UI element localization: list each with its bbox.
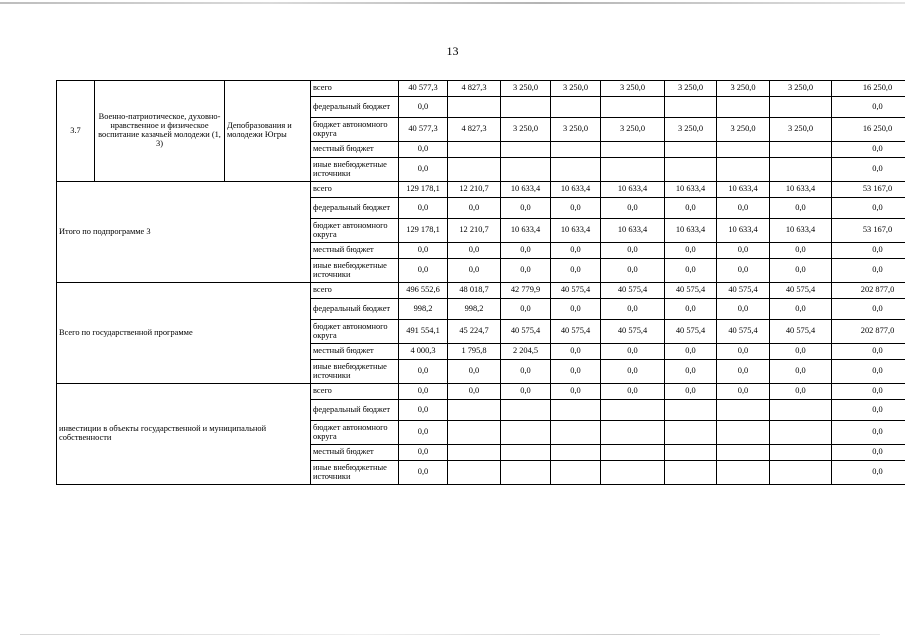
value-cell: 0,0: [601, 384, 665, 400]
value-cell: 0,0: [601, 299, 665, 320]
funding-source-cell: бюджет автономного округа: [311, 320, 399, 344]
value-cell: [770, 97, 832, 118]
value-cell: 42 779,9: [501, 283, 551, 299]
value-cell: 3 250,0: [770, 118, 832, 142]
value-cell: 0,0: [601, 360, 665, 384]
value-cell: 10 633,4: [770, 219, 832, 243]
value-cell: 0,0: [551, 384, 601, 400]
group-title: Всего по государственной программе: [57, 283, 311, 384]
value-cell: [770, 400, 832, 421]
value-cell: 40 575,4: [665, 283, 717, 299]
value-cell: 10 633,4: [551, 219, 601, 243]
value-cell: [551, 445, 601, 461]
value-cell: [665, 461, 717, 485]
value-cell: 0,0: [717, 259, 770, 283]
value-cell: [551, 400, 601, 421]
value-cell: 0,0: [501, 243, 551, 259]
value-cell: 40 575,4: [717, 283, 770, 299]
value-cell: 0,0: [665, 198, 717, 219]
table-row: [57, 81, 905, 97]
value-cell: [665, 421, 717, 445]
value-cell: 0,0: [770, 198, 832, 219]
value-cell: 0,0: [770, 259, 832, 283]
value-cell: [770, 421, 832, 445]
value-cell: 48 018,7: [448, 283, 501, 299]
value-cell: 0,0: [551, 243, 601, 259]
value-cell: 0,0: [448, 198, 501, 219]
value-cell: 0,0: [399, 384, 448, 400]
scan-edge-bottom: [20, 634, 880, 635]
page-number: 13: [446, 44, 459, 58]
value-cell: 1 795,8: [448, 344, 501, 360]
value-cell: 0,0: [399, 445, 448, 461]
value-cell: 10 633,4: [770, 182, 832, 198]
value-cell: 3 250,0: [770, 81, 832, 97]
value-cell: [501, 445, 551, 461]
table-row: [57, 384, 905, 400]
value-cell: 53 167,0: [832, 182, 905, 198]
value-cell: 0,0: [665, 344, 717, 360]
value-cell: 40 575,4: [551, 283, 601, 299]
value-cell: 0,0: [551, 344, 601, 360]
value-cell: [665, 158, 717, 182]
value-cell: [501, 400, 551, 421]
value-cell: 0,0: [399, 97, 448, 118]
value-cell: 0,0: [665, 384, 717, 400]
value-cell: 3 250,0: [551, 118, 601, 142]
value-cell: 0,0: [665, 360, 717, 384]
funding-source-cell: всего: [311, 81, 399, 97]
value-cell: [601, 97, 665, 118]
funding-source-cell: федеральный бюджет: [311, 198, 399, 219]
value-cell: 0,0: [832, 421, 905, 445]
value-cell: 0,0: [832, 158, 905, 182]
value-cell: 10 633,4: [601, 182, 665, 198]
value-cell: 0,0: [832, 400, 905, 421]
value-cell: 0,0: [832, 198, 905, 219]
value-cell: 0,0: [501, 360, 551, 384]
value-cell: [448, 445, 501, 461]
value-cell: 3 250,0: [601, 81, 665, 97]
value-cell: [448, 421, 501, 445]
section-number: 3.7: [57, 81, 95, 182]
value-cell: [501, 421, 551, 445]
value-cell: 0,0: [501, 198, 551, 219]
value-cell: 0,0: [551, 360, 601, 384]
value-cell: 3 250,0: [601, 118, 665, 142]
value-cell: 0,0: [717, 198, 770, 219]
value-cell: 0,0: [448, 243, 501, 259]
value-cell: 129 178,1: [399, 182, 448, 198]
value-cell: 0,0: [551, 259, 601, 283]
budget-table: [56, 80, 905, 485]
value-cell: [717, 421, 770, 445]
value-cell: 0,0: [399, 198, 448, 219]
value-cell: 40 575,4: [665, 320, 717, 344]
value-cell: [551, 158, 601, 182]
value-cell: 0,0: [551, 198, 601, 219]
funding-source-cell: всего: [311, 283, 399, 299]
value-cell: 0,0: [717, 243, 770, 259]
value-cell: 16 250,0: [832, 81, 905, 97]
value-cell: 0,0: [832, 445, 905, 461]
value-cell: 16 250,0: [832, 118, 905, 142]
scan-edge-top: [0, 2, 905, 4]
value-cell: [448, 400, 501, 421]
value-cell: 0,0: [665, 259, 717, 283]
funding-source-cell: федеральный бюджет: [311, 97, 399, 118]
value-cell: [601, 400, 665, 421]
value-cell: [448, 158, 501, 182]
value-cell: 0,0: [717, 299, 770, 320]
value-cell: 0,0: [399, 259, 448, 283]
value-cell: 40 575,4: [770, 320, 832, 344]
group-title: Итого по подпрограмме 3: [57, 182, 311, 283]
value-cell: 0,0: [717, 344, 770, 360]
value-cell: 10 633,4: [501, 182, 551, 198]
value-cell: 0,0: [832, 344, 905, 360]
value-cell: 0,0: [448, 360, 501, 384]
funding-source-cell: бюджет автономного округа: [311, 421, 399, 445]
value-cell: 0,0: [601, 344, 665, 360]
value-cell: [501, 461, 551, 485]
value-cell: [501, 158, 551, 182]
value-cell: 40 575,4: [551, 320, 601, 344]
funding-source-cell: федеральный бюджет: [311, 299, 399, 320]
value-cell: [717, 445, 770, 461]
value-cell: 0,0: [399, 142, 448, 158]
budget-table-body: [57, 81, 905, 485]
value-cell: [601, 445, 665, 461]
value-cell: 2 204,5: [501, 344, 551, 360]
value-cell: 202 877,0: [832, 320, 905, 344]
value-cell: 3 250,0: [501, 81, 551, 97]
value-cell: 491 554,1: [399, 320, 448, 344]
value-cell: 0,0: [399, 461, 448, 485]
value-cell: 3 250,0: [717, 118, 770, 142]
value-cell: [665, 97, 717, 118]
funding-source-cell: местный бюджет: [311, 344, 399, 360]
value-cell: 0,0: [601, 259, 665, 283]
value-cell: 4 827,3: [448, 118, 501, 142]
value-cell: 998,2: [448, 299, 501, 320]
funding-source-cell: всего: [311, 182, 399, 198]
value-cell: 10 633,4: [665, 182, 717, 198]
value-cell: 0,0: [601, 198, 665, 219]
value-cell: 0,0: [770, 384, 832, 400]
value-cell: [717, 142, 770, 158]
value-cell: 40 577,3: [399, 81, 448, 97]
value-cell: 10 633,4: [717, 219, 770, 243]
value-cell: [770, 445, 832, 461]
funding-source-cell: иные внебюджетные источники: [311, 259, 399, 283]
value-cell: 496 552,6: [399, 283, 448, 299]
value-cell: 40 575,4: [601, 320, 665, 344]
funding-source-cell: бюджет автономного округа: [311, 219, 399, 243]
value-cell: [665, 400, 717, 421]
funding-source-cell: местный бюджет: [311, 445, 399, 461]
value-cell: 40 575,4: [717, 320, 770, 344]
value-cell: [770, 142, 832, 158]
value-cell: 0,0: [832, 384, 905, 400]
value-cell: 0,0: [770, 243, 832, 259]
value-cell: 3 250,0: [501, 118, 551, 142]
value-cell: 40 577,3: [399, 118, 448, 142]
value-cell: [448, 461, 501, 485]
value-cell: [665, 445, 717, 461]
value-cell: [717, 461, 770, 485]
funding-source-cell: бюджет автономного округа: [311, 118, 399, 142]
value-cell: [770, 158, 832, 182]
funding-source-cell: иные внебюджетные источники: [311, 158, 399, 182]
value-cell: [601, 461, 665, 485]
value-cell: 10 633,4: [665, 219, 717, 243]
value-cell: [448, 97, 501, 118]
value-cell: 0,0: [832, 259, 905, 283]
value-cell: 40 575,4: [601, 283, 665, 299]
value-cell: [448, 142, 501, 158]
table-row: [57, 182, 905, 198]
section-executor: Депобразования и молодежи Югры: [225, 81, 311, 182]
value-cell: [601, 158, 665, 182]
value-cell: 10 633,4: [501, 219, 551, 243]
value-cell: 0,0: [448, 259, 501, 283]
section-name: Военно-патриотическое, духовно-нравственное и физическое воспитание казачьей молодежи (1, 3): [95, 81, 225, 182]
value-cell: 0,0: [399, 243, 448, 259]
value-cell: 0,0: [399, 421, 448, 445]
value-cell: [551, 142, 601, 158]
funding-source-cell: местный бюджет: [311, 142, 399, 158]
value-cell: [601, 421, 665, 445]
funding-source-cell: федеральный бюджет: [311, 400, 399, 421]
value-cell: 0,0: [501, 299, 551, 320]
value-cell: 40 575,4: [501, 320, 551, 344]
value-cell: [717, 400, 770, 421]
value-cell: [551, 461, 601, 485]
funding-source-cell: всего: [311, 384, 399, 400]
value-cell: 0,0: [832, 97, 905, 118]
value-cell: 0,0: [717, 360, 770, 384]
value-cell: 0,0: [770, 344, 832, 360]
value-cell: [717, 158, 770, 182]
value-cell: 0,0: [551, 299, 601, 320]
value-cell: 3 250,0: [717, 81, 770, 97]
value-cell: 0,0: [501, 384, 551, 400]
value-cell: 45 224,7: [448, 320, 501, 344]
value-cell: [551, 421, 601, 445]
value-cell: 0,0: [448, 384, 501, 400]
value-cell: 0,0: [770, 360, 832, 384]
value-cell: [770, 461, 832, 485]
group-title: инвестиции в объекты государственной и муниципальной собственности: [57, 384, 311, 485]
value-cell: 0,0: [770, 299, 832, 320]
value-cell: 3 250,0: [551, 81, 601, 97]
value-cell: 10 633,4: [551, 182, 601, 198]
value-cell: 0,0: [501, 259, 551, 283]
value-cell: [551, 97, 601, 118]
value-cell: 0,0: [832, 142, 905, 158]
value-cell: 0,0: [399, 360, 448, 384]
value-cell: 0,0: [601, 243, 665, 259]
value-cell: 0,0: [399, 158, 448, 182]
value-cell: 0,0: [717, 384, 770, 400]
value-cell: 12 210,7: [448, 182, 501, 198]
value-cell: 0,0: [832, 299, 905, 320]
value-cell: 3 250,0: [665, 118, 717, 142]
value-cell: 0,0: [665, 299, 717, 320]
value-cell: [665, 142, 717, 158]
value-cell: 4 827,3: [448, 81, 501, 97]
table-row: [57, 283, 905, 299]
value-cell: 53 167,0: [832, 219, 905, 243]
value-cell: 10 633,4: [717, 182, 770, 198]
value-cell: 4 000,3: [399, 344, 448, 360]
value-cell: [601, 142, 665, 158]
value-cell: 129 178,1: [399, 219, 448, 243]
funding-source-cell: местный бюджет: [311, 243, 399, 259]
value-cell: 0,0: [832, 243, 905, 259]
value-cell: [717, 97, 770, 118]
value-cell: 3 250,0: [665, 81, 717, 97]
value-cell: 998,2: [399, 299, 448, 320]
value-cell: 0,0: [665, 243, 717, 259]
value-cell: [501, 97, 551, 118]
value-cell: 202 877,0: [832, 283, 905, 299]
value-cell: 0,0: [399, 400, 448, 421]
funding-source-cell: иные внебюджетные источники: [311, 360, 399, 384]
value-cell: [501, 142, 551, 158]
value-cell: 12 210,7: [448, 219, 501, 243]
funding-source-cell: иные внебюджетные источники: [311, 461, 399, 485]
value-cell: 40 575,4: [770, 283, 832, 299]
value-cell: 0,0: [832, 360, 905, 384]
value-cell: 10 633,4: [601, 219, 665, 243]
value-cell: 0,0: [832, 461, 905, 485]
